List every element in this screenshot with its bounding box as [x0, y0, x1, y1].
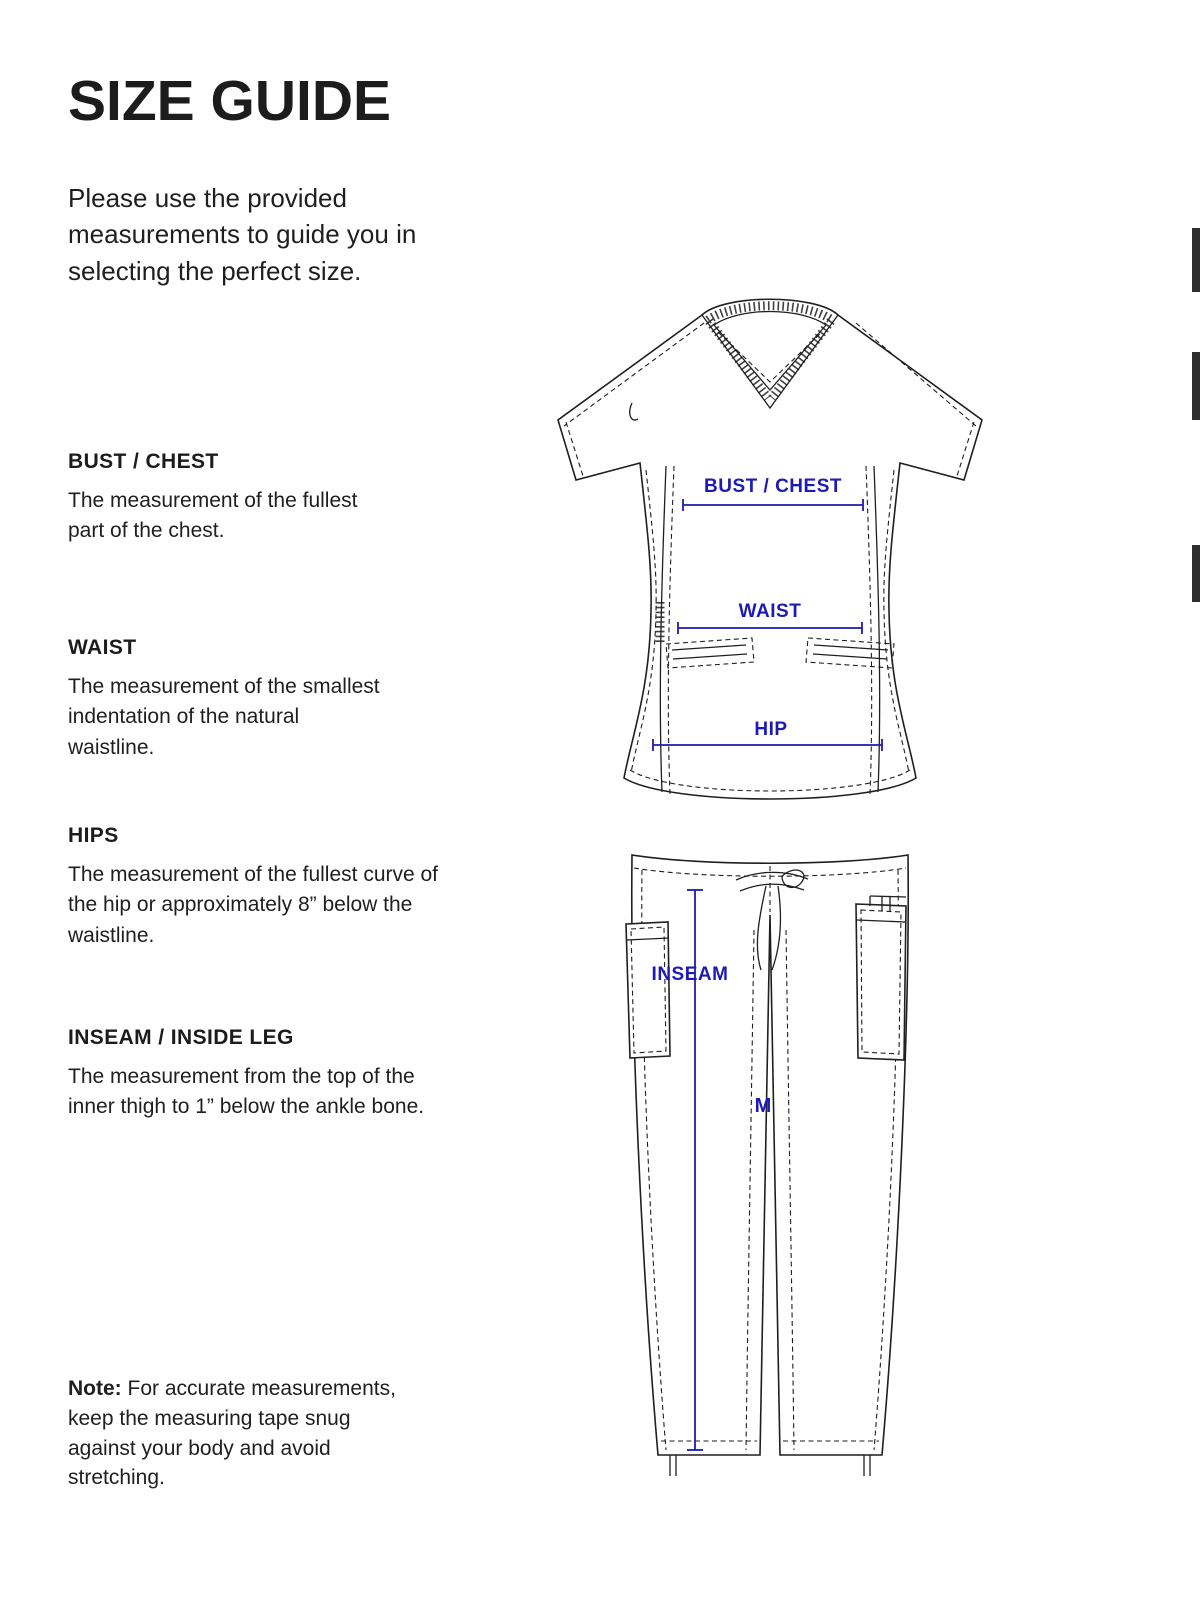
- note-text: Note: For accurate measurements, keep the measuring tape snug against your body and avoid stretching.: [68, 1377, 396, 1490]
- bust-label: BUST / CHEST: [704, 476, 842, 497]
- section-body: The measurement from the top of the inner thigh to 1” below the ankle bone.: [68, 1065, 425, 1119]
- section-heading: HIPS: [68, 824, 119, 847]
- size-marker-label: M: [754, 1095, 772, 1117]
- page-title: SIZE GUIDE: [68, 69, 392, 133]
- section-hips: [68, 824, 453, 951]
- intro-text: Please use the provided measurements to guide you in selecting the perfect size.: [68, 183, 417, 286]
- page-edge-artifact: [1192, 352, 1200, 420]
- section-body: The measurement of the fullest curve of the hip or approximately 8” below the waistline.: [68, 863, 439, 947]
- hip-label: HIP: [754, 719, 788, 740]
- section-body: The measurement of the fullest part of the chest.: [68, 489, 358, 543]
- section-body: The measurement of the smallest indentation of the natural waistline.: [68, 675, 380, 759]
- section-heading: WAIST: [68, 636, 137, 659]
- section-heading: INSEAM / INSIDE LEG: [68, 1026, 294, 1049]
- section-inseam: [68, 1026, 438, 1123]
- waist-label: WAIST: [738, 601, 802, 622]
- note-label: Note:: [68, 1377, 122, 1400]
- pants-drawing: [626, 855, 908, 1476]
- garment-flat-sketch: [520, 270, 1040, 1530]
- page-edge-artifact: [1192, 228, 1200, 292]
- section-waist: [68, 636, 388, 763]
- scrubs-measurement-diagram: [520, 270, 1040, 1530]
- page-edge-artifact: [1192, 545, 1200, 602]
- section-heading: BUST / CHEST: [68, 450, 219, 473]
- inseam-label: INSEAM: [651, 964, 729, 985]
- cargo-pocket-left: [626, 922, 670, 1058]
- section-bust-chest: [68, 450, 378, 547]
- cargo-pocket-right: [856, 896, 906, 1060]
